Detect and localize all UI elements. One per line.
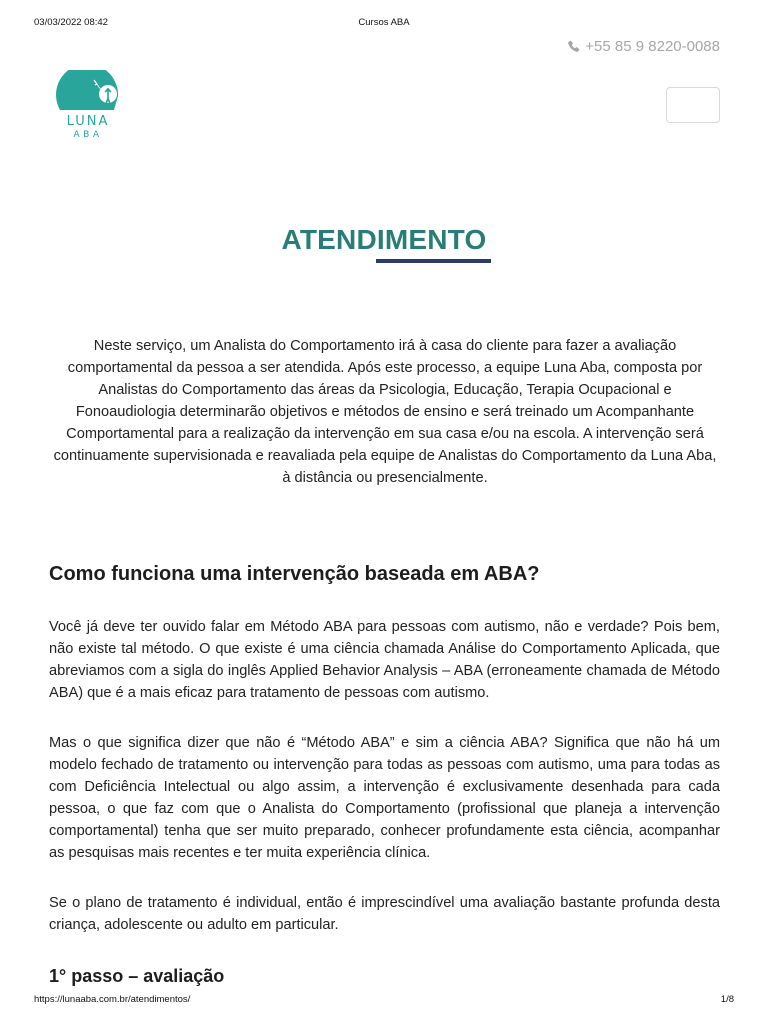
body-paragraph: Se o plano de tratamento é individual, então é imprescindível uma avaliação bastante profunda desta criança, adolescente ou adulto em particular.	[49, 895, 720, 933]
print-title: Cursos ABA	[358, 17, 410, 28]
print-page-number: 1/8	[720, 994, 734, 1005]
print-header	[0, 17, 768, 31]
logo-subname: ABA	[73, 130, 103, 140]
body-paragraph: Mas o que significa dizer que não é “Método ABA” e sim a ciência ABA? Significa que não há um modelo fechado de tratamento ou intervenção para todas as pessoas com autismo, uma para todas as com Deficiência Intelectual ou algo assim, a intervenção é exclusivamente desenhada para cada pessoa, o que faz com que o Analista do Comportamento (profissional que planeja a intervenção comportamental) tenha que ser muito preparado, conhecer profundamente esta ciência, acompanhar as pesquisas mais recentes e ter muita experiência clínica.	[49, 735, 720, 861]
phone-number: +55 85 9 8220-0088	[585, 38, 720, 55]
logo-name: LUNA	[66, 114, 110, 129]
step-heading: 1° passo – avaliação	[49, 966, 225, 986]
body-paragraph: Você já deve ter ouvido falar em Método ABA para pessoas com autismo, não e verdade? Pois bem, não existe tal método. O que existe é uma ciência chamada Análise do Comportamento Aplicada, que abreviamos com a sigla do inglês Applied Behavior Analysis – ABA (erroneamente chamada de Método ABA) que é a mais eficaz para tratamento de pessoas com autismo.	[49, 619, 720, 701]
luna-aba-logo[interactable]	[50, 70, 126, 144]
print-url: https://lunaaba.com.br/atendimentos/	[34, 994, 191, 1005]
phone-icon	[567, 40, 580, 53]
title-underline	[376, 259, 491, 263]
menu-button[interactable]	[666, 87, 720, 123]
page-title: ATENDIMENTO	[281, 224, 487, 255]
print-datetime: 03/03/2022 08:42	[34, 17, 108, 28]
section-heading: Como funciona uma intervenção baseada em ABA?	[49, 563, 540, 585]
phone-contact[interactable]	[567, 38, 720, 55]
intro-paragraph: Neste serviço, um Analista do Comportamento irá à casa do cliente para fazer a avaliação comportamental da pessoa a ser atendida. Após este processo, a equipe Luna Aba, composta por Analistas do Comportamento das áreas da Psicologia, Educação, Terapia Ocupacional e Fonoaudiologia determinarão objetivos e métodos de ensino e será treinado um Acompanhante Comportamental para a realização da intervenção em sua casa e/ou na escola. A intervenção será continuamente supervisionada e reavaliada pela equipe de Analistas do Comportamento da Luna Aba, à distância ou presencialmente.	[53, 338, 717, 486]
